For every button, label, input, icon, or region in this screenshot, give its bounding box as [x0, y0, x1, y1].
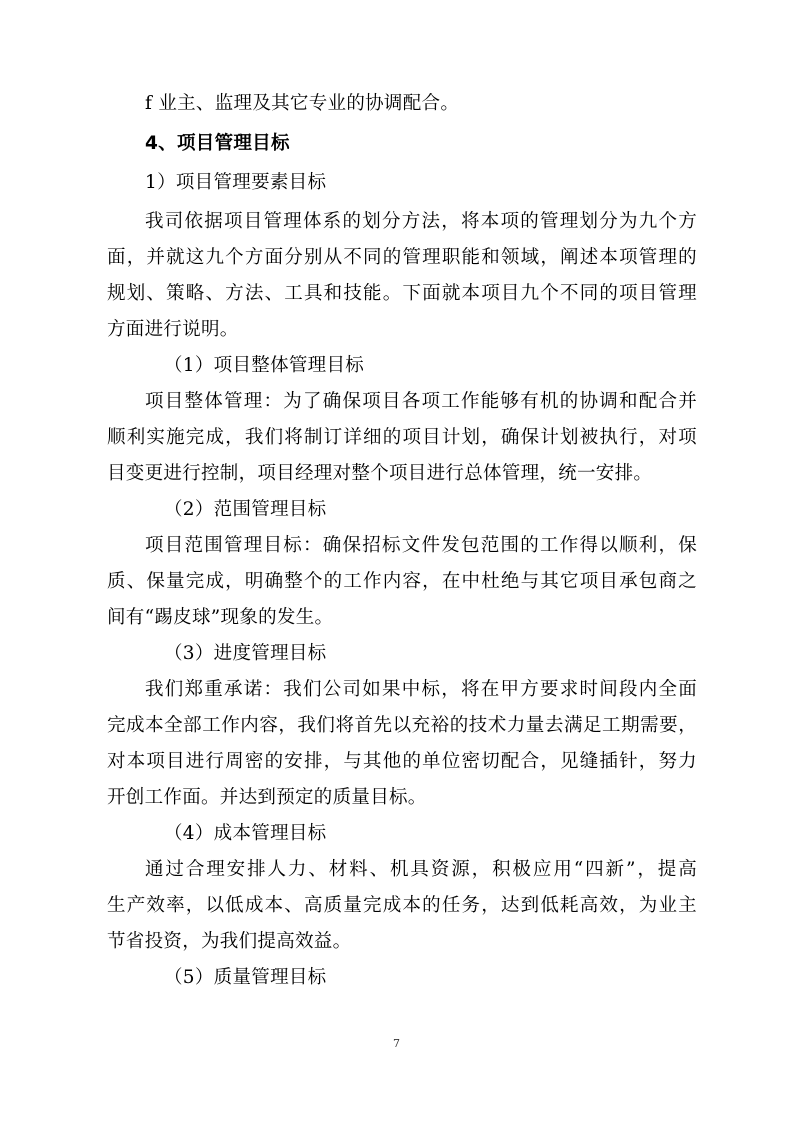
- paragraph-line: 完成本全部工作内容，我们将首先以充裕的技术力量去满足工期需要，: [107, 715, 697, 736]
- paragraph-line: 我们郑重承诺：我们公司如果中标，将在甲方要求时间段内全面: [145, 679, 697, 700]
- item-heading-1: （1）项目整体管理目标: [164, 355, 365, 376]
- paragraph-line: 节省投资，为我们提高效益。: [107, 931, 352, 952]
- paragraph-line: 规划、策略、方法、工具和技能。下面就本项目九个不同的项目管理: [107, 283, 697, 304]
- item-heading-3: （3）进度管理目标: [164, 643, 327, 664]
- subsection-heading: 1）项目管理要素目标: [145, 172, 327, 193]
- paragraph-line: 开创工作面。并达到预定的质量目标。: [107, 787, 427, 808]
- section-heading: 4、项目管理目标: [145, 133, 290, 154]
- paragraph-line: 目变更进行控制，项目经理对整个项目进行总体管理，统一安排。: [107, 463, 653, 484]
- paragraph-line: 对本项目进行周密的安排，与其他的单位密切配合，见缝插针，努力: [107, 751, 697, 772]
- paragraph-line: 间有“踢皮球”现象的发生。: [107, 607, 334, 628]
- list-item-f: f 业主、监理及其它专业的协调配合。: [145, 93, 460, 114]
- item-heading-2: （2）范围管理目标: [164, 499, 327, 520]
- paragraph-line: 方面进行说明。: [107, 319, 239, 340]
- paragraph-line: 我司依据项目管理体系的划分方法，将本项的管理划分为九个方: [145, 211, 697, 232]
- paragraph-line: 生产效率，以低成本、高质量完成本的任务，达到低耗高效，为业主: [107, 895, 697, 916]
- paragraph-line: 顺利实施完成，我们将制订详细的项目计划，确保计划被执行，对项: [107, 427, 697, 448]
- paragraph-line: 项目范围管理目标：确保招标文件发包范围的工作得以顺利，保: [145, 535, 697, 556]
- item-heading-5: （5）质量管理目标: [164, 967, 327, 988]
- paragraph-line: 质、保量完成，明确整个的工作内容，在中杜绝与其它项目承包商之: [107, 571, 697, 592]
- paragraph-line: 面，并就这九个方面分别从不同的管理职能和领域，阐述本项管理的: [107, 247, 697, 268]
- paragraph-line: 通过合理安排人力、材料、机具资源，积极应用“四新”，提高: [145, 859, 697, 880]
- page-number: 7: [393, 1037, 400, 1050]
- paragraph-line: 项目整体管理：为了确保项目各项工作能够有机的协调和配合并: [145, 391, 697, 412]
- item-heading-4: （4）成本管理目标: [164, 823, 327, 844]
